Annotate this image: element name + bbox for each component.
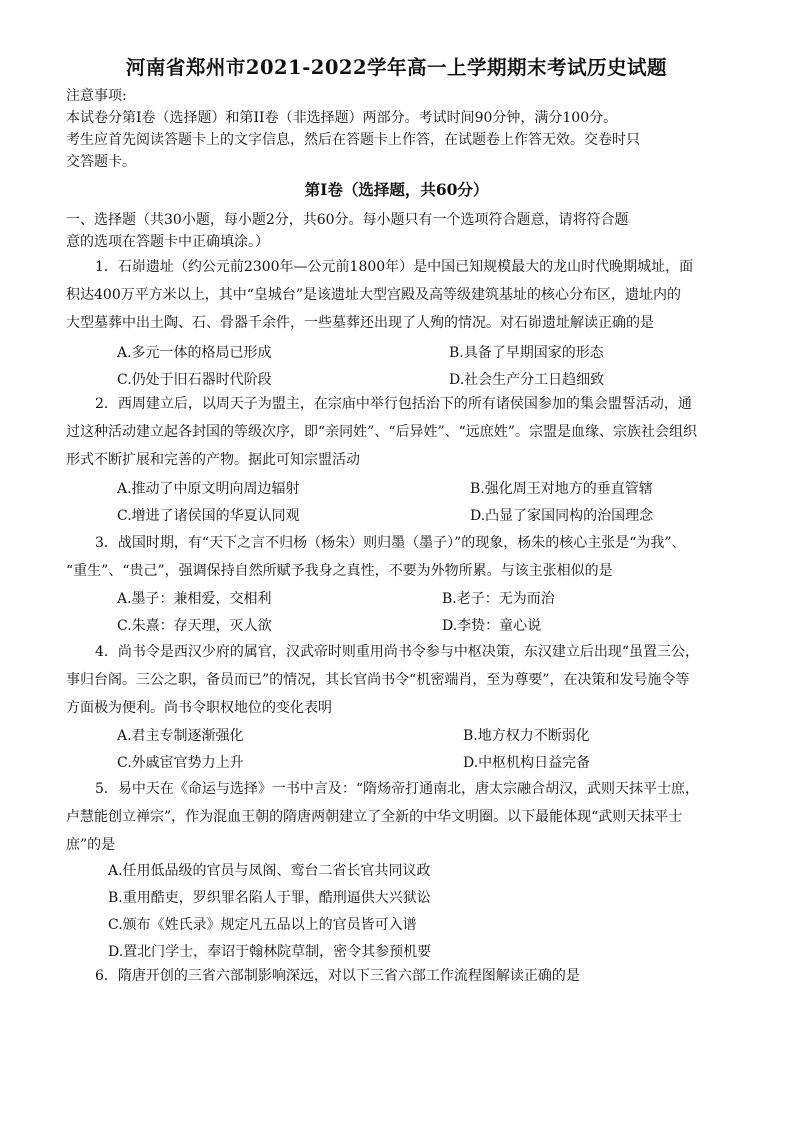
question-2 (66, 390, 746, 474)
question-stem-line: 6．隋唐开创的三省六部制影响深远，对以下三省六部工作流程图解读正确的是 (95, 968, 580, 984)
question-stem-line: 3．战国时期，有“天下之言不归杨（杨朱）则归墨（墨子）”的现象，杨朱的核心主张是“为我”、 (95, 535, 686, 551)
instruction-line: 意的选项在答题卡中正确填涂。） (66, 234, 269, 250)
question-stem-line: 5．易中天在《命运与选择》一书中言及：“隋炀帝打通南北，唐太宗融合胡汉，武则天抹平士庶， (95, 781, 700, 797)
question-5 (66, 775, 746, 859)
option-d[interactable]: D.置北门学士，奉诏于翰林院草制，密令其参预机要 (108, 944, 432, 960)
notes-block (66, 85, 746, 173)
option-d[interactable]: D.凸显了家国同构的治国理念 (470, 508, 654, 524)
section-title: 第I卷（选择题，共60分） (304, 180, 489, 199)
option-c[interactable]: C.外戚宦官势力上升 (117, 755, 244, 771)
question-stem-line: 积达400万平方米以上，其中“皇城台”是该遗址大型宫殿及高等级建筑基址的核心分布区，遗址内的 (66, 287, 682, 303)
option-c[interactable]: C.朱熹：存天理，灭人欲 (117, 618, 272, 634)
option-a[interactable]: A.君主专制逐渐强化 (117, 728, 244, 744)
option-a[interactable]: A.墨子：兼相爱，交相利 (117, 591, 272, 607)
question-4 (66, 638, 746, 722)
option-a[interactable]: A.任用低品级的官员与凤阁、鸾台二省长官共同议政 (108, 863, 431, 879)
option-c[interactable]: C.增进了诸侯国的华夏认同观 (117, 508, 300, 524)
question-stem-line: 卢慧能创立禅宗”，作为混血王朝的隋唐两朝建立了全新的中华文明圈。以下最能体现“武则天抹平士 (66, 809, 683, 825)
notes-line: 考生应首先阅读答题卡上的文字信息，然后在答题卡上作答，在试题卷上作答无效。交卷时只 (66, 132, 640, 148)
option-b[interactable]: B.地方权力不断弱化 (463, 728, 590, 744)
option-b[interactable]: B.强化周王对地方的垂直管辖 (470, 481, 653, 497)
option-b[interactable]: B.重用酷吏，罗织罪名陷人于罪，酷刑逼供大兴狱讼 (108, 890, 431, 906)
question-stem-line: 4．尚书令是西汉少府的属官，汉武帝时则重用尚书令参与中枢决策，东汉建立后出现“虽置三公， (95, 644, 700, 660)
question-stem-line: 大型墓葬中出土陶、石、骨器千余件，一些墓葬还出现了人殉的情况。对石峁遗址解读正确的是 (66, 315, 654, 331)
question-stem-line: 形式不断扩展和完善的产物。据此可知宗盟活动 (66, 452, 360, 468)
question-stem-line: 1．石峁遗址（约公元前2300年—公元前1800年）是中国已知规模最大的龙山时代晚期城址，面 (95, 259, 694, 275)
option-c[interactable]: C.仍处于旧石器时代阶段 (117, 372, 272, 388)
page-title: 河南省郑州市2021-2022学年高一上学期期末考试历史试题 (125, 56, 668, 79)
section-instructions (66, 209, 746, 253)
question-stem-line: 庶”的是 (66, 837, 116, 853)
notes-line: 本试卷分第I卷（选择题）和第II卷（非选择题）两部分。考试时间90分钟，满分100分。 (66, 110, 618, 126)
option-d[interactable]: D.李贽：童心说 (442, 618, 542, 634)
question-stem-line: 方面极为便利。尚书令职权地位的变化表明 (66, 700, 332, 716)
question-stem-line: 事归台阁。三公之职，备员而已”的情况，其长官尚书令“机密端肖，至为尊要”，在决策和发号施令等 (66, 672, 690, 688)
question-stem-line: “重生”、“贵己”，强调保持自然所赋予我身之真性，不要为外物所累。与该主张相似的是 (66, 563, 613, 579)
option-a[interactable]: A.多元一体的格局已形成 (117, 345, 272, 361)
option-b[interactable]: B.具备了早期国家的形态 (449, 345, 604, 361)
instruction-line: 一、选择题（共30小题，每小题2分，共60分。每小题只有一个选项符合题意，请将符合题 (66, 212, 629, 228)
question-stem-line: 2．西周建立后，以周天子为盟主，在宗庙中举行包括治下的所有诸侯国参加的集会盟誓活动，通 (95, 396, 692, 412)
option-c[interactable]: C.颁布《姓氏录》规定凡五品以上的官员皆可入谱 (108, 917, 417, 933)
question-1 (66, 253, 746, 337)
option-d[interactable]: D.中枢机构日益完备 (463, 755, 591, 771)
option-a[interactable]: A.推动了中原文明向周边辐射 (117, 481, 300, 497)
question-3 (66, 529, 746, 585)
option-d[interactable]: D.社会生产分工日趋细致 (449, 372, 605, 388)
option-b[interactable]: B.老子：无为而治 (442, 591, 555, 607)
notes-line: 交答题卡。 (66, 154, 136, 170)
question-6 (66, 962, 746, 990)
notes-heading: 注意事项: (66, 88, 127, 104)
question-stem-line: 过这种活动建立起各封国的等级次序，即“亲同姓”、“后异姓”、“远庶姓”。宗盟是血缘、宗族社会组织 (66, 424, 697, 440)
